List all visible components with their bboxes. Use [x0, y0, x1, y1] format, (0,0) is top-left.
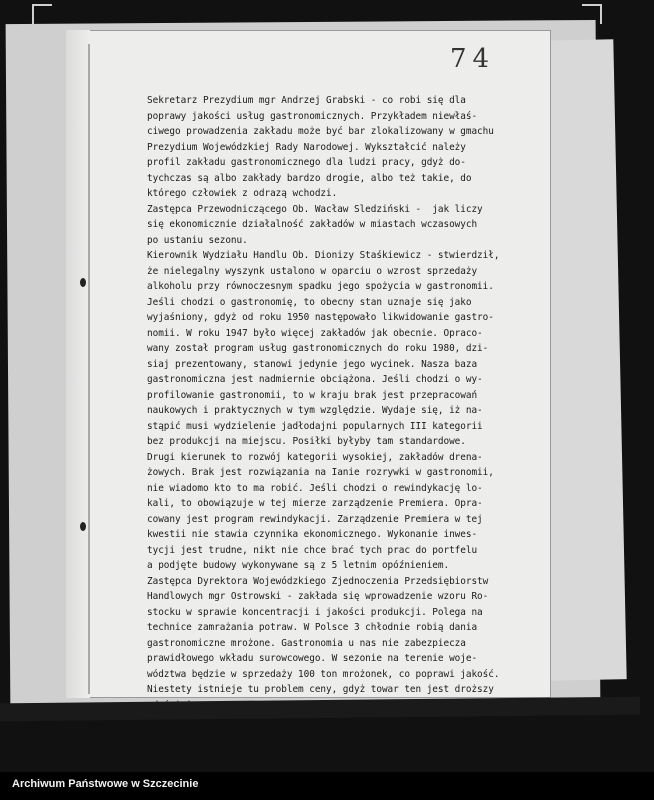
text-line: się ekonomicznie działalność zakładów w miastach wczasowych [147, 219, 478, 230]
text-line: nie wiadomo kto to ma robić. Jeśli chodzi o rewindykację lo- [147, 482, 483, 494]
text-line: poprawy jakości usług gastronomicznych. Przykładem niewłaś- [147, 110, 478, 122]
text-line: po ustaniu sezonu. [147, 234, 248, 246]
punch-hole-icon [80, 278, 86, 287]
text-line: gastronomiczna jest nadmiernie obciążona. Jeśli chodzi o wy- [147, 374, 483, 385]
text-line: cowany jest program rewindykacji. Zarządzenie Premiera w tej [147, 513, 483, 525]
corner-mark-top-right [582, 4, 602, 24]
text-line: profilowanie gastronomii, to w kraju brak jest przepracowań [147, 389, 478, 401]
text-line: Handlowych mgr Ostrowski - zakłada się wprowadzenie wzoru Ro- [147, 591, 489, 602]
text-line: ciwego prowadzenia zakładu może być bar zlokalizowany w gmachu [147, 126, 494, 137]
text-line: profil zakładu gastronomicznego dla ludzi pracy, gdyż do- [147, 157, 466, 168]
text-line: prawidłowego wkładu surowcowego. W sezonie na terenie woje- [147, 653, 478, 664]
text-line: Jeśli chodzi o gastronomię, to obecny stan uznaje się jako [147, 296, 472, 308]
text-line: Drugi kierunek to rozwój kategorii wysokiej, zakładów drena- [147, 451, 483, 463]
text-line: a podjęte budowy wykonywane są z 5 letnim opóźnieniem. [147, 560, 450, 571]
text-line: siaj prezentowany, stanowi jedynie jego wycinek. Nasza baza [147, 358, 478, 370]
punch-hole-icon [80, 522, 86, 531]
text-line: wyjaśniony, gdyż od roku 1950 następowało likwidowanie gastro- [147, 312, 494, 323]
text-line: wany został program usług gastronomicznych do roku 1980, dzi- [147, 343, 489, 354]
text-line: tychczas są albo zakłady bardzo drogie, albo też takie, do [147, 172, 472, 184]
text-line: bez produkcji na miejscu. Posiłki byłyby tam standardowe. [147, 436, 466, 447]
text-line: tycji jest trudne, nikt nie chce brać tych prac do portfelu [147, 544, 478, 556]
text-line: wództwa będzie w sprzedaży 100 ton mrożonek, co poprawi jakość. [147, 668, 500, 680]
text-line: Kierownik Wydziału Handlu Ob. Dionizy Staśkiewicz - stwierdził, [147, 250, 500, 261]
text-line: stocku w sprawie koncentracji i jakości produkcji. Polega na [147, 606, 483, 618]
text-line: że nielegalny wyszynk ustalono w oparciu o wzrost sprzedaży [147, 265, 478, 277]
page-fold-line [88, 44, 90, 694]
page-edge [66, 30, 90, 698]
text-line: Zastępca Przewodniczącego Ob. Wacław Sledziński - jak liczy [147, 203, 483, 215]
text-line: Sekretarz Prezydium mgr Andrzej Grabski - co robi się dla [147, 95, 466, 106]
text-line: Niestety istnieje tu problem ceny, gdyż towar ten jest droższy [147, 684, 494, 695]
text-line: gastronomiczne mrożone. Gastronomia u nas nie zabezpiecza [147, 637, 466, 649]
page-number: 74 [450, 44, 496, 74]
text-line: Zastępca Dyrektora Wojewódzkiego Zjednoczenia Przedsiębiorstw [147, 575, 489, 587]
text-line: Prezydium Wojewódzkiej Rady Narodowej. Wykształcić należy [147, 141, 466, 153]
text-line: naukowych i praktycznych w tym względzie. Wydaje się, iż na- [147, 405, 483, 416]
corner-mark-top-left [32, 4, 52, 24]
text-line: kali, to obowiązuje w tej mierze zarządzenie Premiera. Opra- [147, 498, 483, 509]
text-line: żowych. Brak jest rozwiązania na Ianie rozrywki w gastronomii, [147, 467, 494, 478]
text-line: kwestii nie stawia czynnika ekonomicznego. Wykonanie inwes- [147, 529, 478, 540]
document-text [147, 93, 542, 713]
text-line: technice zamrażania potraw. W Polsce 3 chłodnie robią dania [147, 622, 478, 633]
text-line: stąpić musi wydzielenie jadłodajni popularnych III kategorii [147, 420, 483, 432]
text-line: nomii. W roku 1947 było więcej zakładów jak obecnie. Opraco- [147, 327, 483, 339]
text-line: alkoholu przy równoczesnym spadku jego spożycia w gastronomii. [147, 281, 494, 292]
text-line: którego człowiek z odrazą wchodzi. [147, 188, 338, 199]
archive-caption: Archiwum Państwowe w Szczecinie [12, 778, 199, 790]
